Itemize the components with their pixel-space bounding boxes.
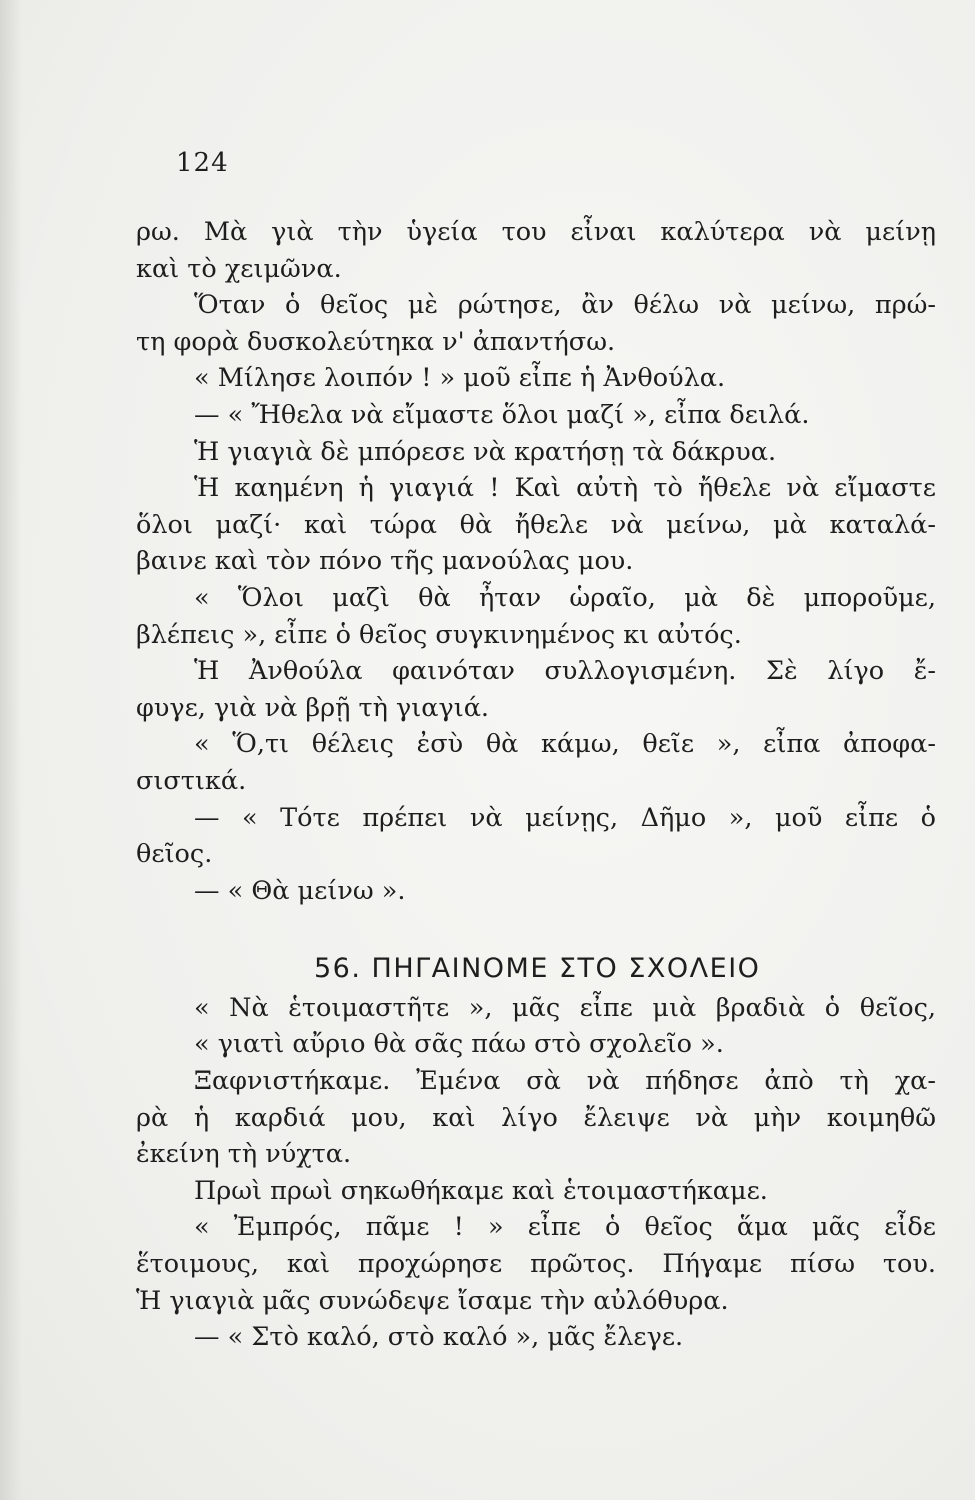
text-line: ρω. Μὰ γιὰ τὴν ὑγεία του εἶναι καλύτερα νὰ μείνῃ — [136, 217, 936, 247]
text-line: Ἡ γιαγιὰ δὲ μπόρεσε νὰ κρατήσῃ τὰ δάκρυα. — [194, 436, 777, 467]
text-line: ἕτοιμους, καὶ προχώρησε πρῶτος. Πήγαμε πίσω του. — [136, 1249, 936, 1280]
text-line: σιστικά. — [136, 765, 247, 796]
text-line: Ἡ καημένη ἡ γιαγιά ! Καὶ αὐτὴ τὸ ἤθελε νὰ εἴμαστε — [194, 473, 936, 504]
text-line: θεῖος. — [136, 839, 213, 870]
text-line: Ἡ Ἀνθούλα φαινόταν συλλογισμένη. Σὲ λίγο ἔ- — [194, 656, 936, 687]
text-line: « Μίλησε λοιπόν ! » μοῦ εἶπε ἡ Ἀνθούλα. — [194, 363, 726, 394]
text-line: βαινε καὶ τὸν πόνο τῆς μανούλας μου. — [136, 546, 634, 577]
text-line: ἐκείνη τὴ νύχτα. — [136, 1139, 352, 1170]
chapter-heading: 56. ΠΗΓΑΙΝΟΜΕ ΣΤΟ ΣΧΟΛΕΙΟ — [314, 953, 761, 985]
text-line: βλέπεις », εἶπε ὁ θεῖος συγκινημένος κι αὐτός. — [136, 619, 742, 650]
text-line: Ξαφνιστήκαμε. Ἐμένα σὰ νὰ πήδησε ἀπὸ τὴ χα- — [194, 1066, 936, 1097]
text-line: « Νὰ ἑτοιμαστῆτε », μᾶς εἶπε μιὰ βραδιὰ ὁ θεῖος, — [194, 992, 936, 1023]
text-line: « Ὅλοι μαζὶ θὰ ἦταν ὡραῖο, μὰ δὲ μποροῦμε, — [194, 582, 936, 613]
text-line: ρὰ ἡ καρδιά μου, καὶ λίγο ἔλειψε νὰ μὴν κοιμηθῶ — [136, 1102, 936, 1133]
text-line: — « Στὸ καλό, στὸ καλό », μᾶς ἔλεγε. — [194, 1322, 684, 1353]
text-line: « γιατὶ αὔριο θὰ σᾶς πάω στὸ σχολεῖο ». — [194, 1029, 724, 1060]
text-line: — « Ἤθελα νὰ εἴμαστε ὅλοι μαζί », εἶπα δειλά. — [194, 399, 810, 430]
text-line: ὅλοι μαζί· καὶ τώρα θὰ ἤθελε νὰ μείνω, μὰ καταλά- — [136, 509, 936, 540]
page-edge-shadow — [0, 0, 22, 1500]
text-line: « Ἐμπρός, πᾶμε ! » εἶπε ὁ θεῖος ἅμα μᾶς εἶδε — [194, 1212, 936, 1243]
text-line: φυγε, γιὰ νὰ βρῇ τὴ γιαγιά. — [136, 692, 490, 723]
text-line: Πρωὶ πρωὶ σηκωθήκαμε καὶ ἑτοιμαστήκαμε. — [194, 1175, 768, 1206]
text-line: καὶ τὸ χειμῶνα. — [136, 253, 342, 284]
text-line: — « Θὰ μείνω ». — [194, 875, 406, 906]
text-line: — « Τότε πρέπει νὰ μείνῃς, Δῆμο », μοῦ εἶπε ὁ — [194, 802, 936, 833]
text-body — [136, 214, 936, 1356]
text-line: Ὅταν ὁ θεῖος μὲ ρώτησε, ἂν θέλω νὰ μείνω, πρώ- — [194, 290, 936, 321]
text-line: Ἡ γιαγιὰ μᾶς συνώδεψε ἴσαμε τὴν αὐλόθυρα. — [136, 1285, 729, 1316]
text-line: « Ὅ,τι θέλεις ἐσὺ θὰ κάμω, θεῖε », εἶπα ἀποφα- — [194, 729, 936, 760]
page-number: 124 — [176, 148, 229, 178]
text-line: τη φορὰ δυσκολεύτηκα ν' ἀπαντήσω. — [136, 326, 616, 357]
